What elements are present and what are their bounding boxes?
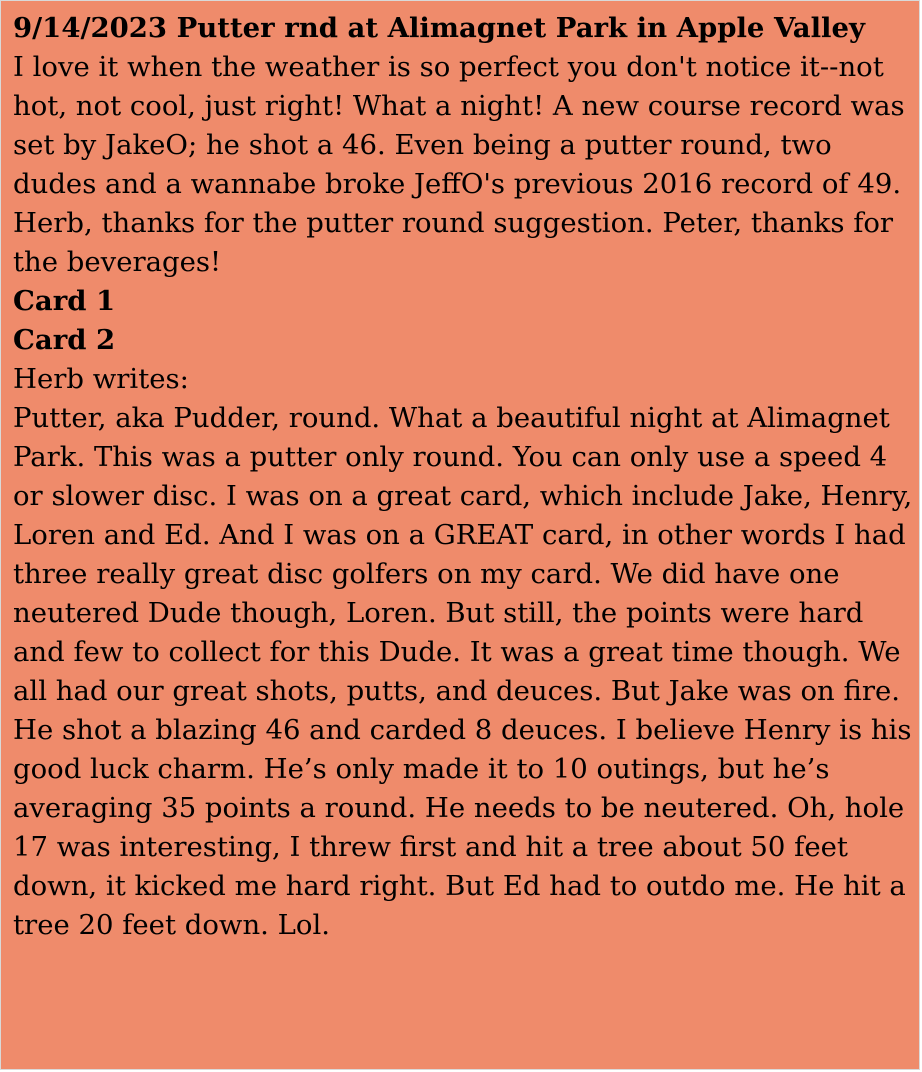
post-body: Putter, aka Pudder, round. What a beautiful night at Alimagnet Park. This was a putter only round. You can only use a speed 4 or slower disc. I was on a great card, which include Jake, Henry, Loren and Ed. And I was on a GREAT card, in other words I had three really great disc golfers on my card. We did have one neutered Dude though, Loren. But still, the points were hard and few to collect for this Dude. It was a great time though. We all had our great shots, putts, and deuces. But Jake was on fire. He shot a blazing 46 and carded 8 deuces. I believe Henry is his good luck charm. He’s only made it to 10 outings, but he’s averaging 35 points a round. He needs to be neutered. Oh, hole 17 was interesting, I threw first and hit a tree about 50 feet down, it kicked me hard right. But Ed had to outdo me. He hit a tree 20 feet down. Lol. [13, 402, 913, 941]
post-intro: I love it when the weather is so perfect you don't notice it--not hot, not cool, just right! What a night! A new course record was set by JakeO; he shot a 46. Even being a putter round, two dudes and a wannabe broke JeffO's previous 2016 record of 49. Herb, thanks for the putter round suggestion. Peter, thanks for the beverages! [13, 51, 905, 278]
post-content [13, 9, 913, 945]
post-title: 9/14/2023 Putter rnd at Alimagnet Park in Apple Valley [13, 12, 865, 44]
card-1-link[interactable]: Card 1 [13, 285, 116, 317]
card-2-link[interactable]: Card 2 [13, 324, 116, 356]
author-line: Herb writes: [13, 363, 189, 395]
